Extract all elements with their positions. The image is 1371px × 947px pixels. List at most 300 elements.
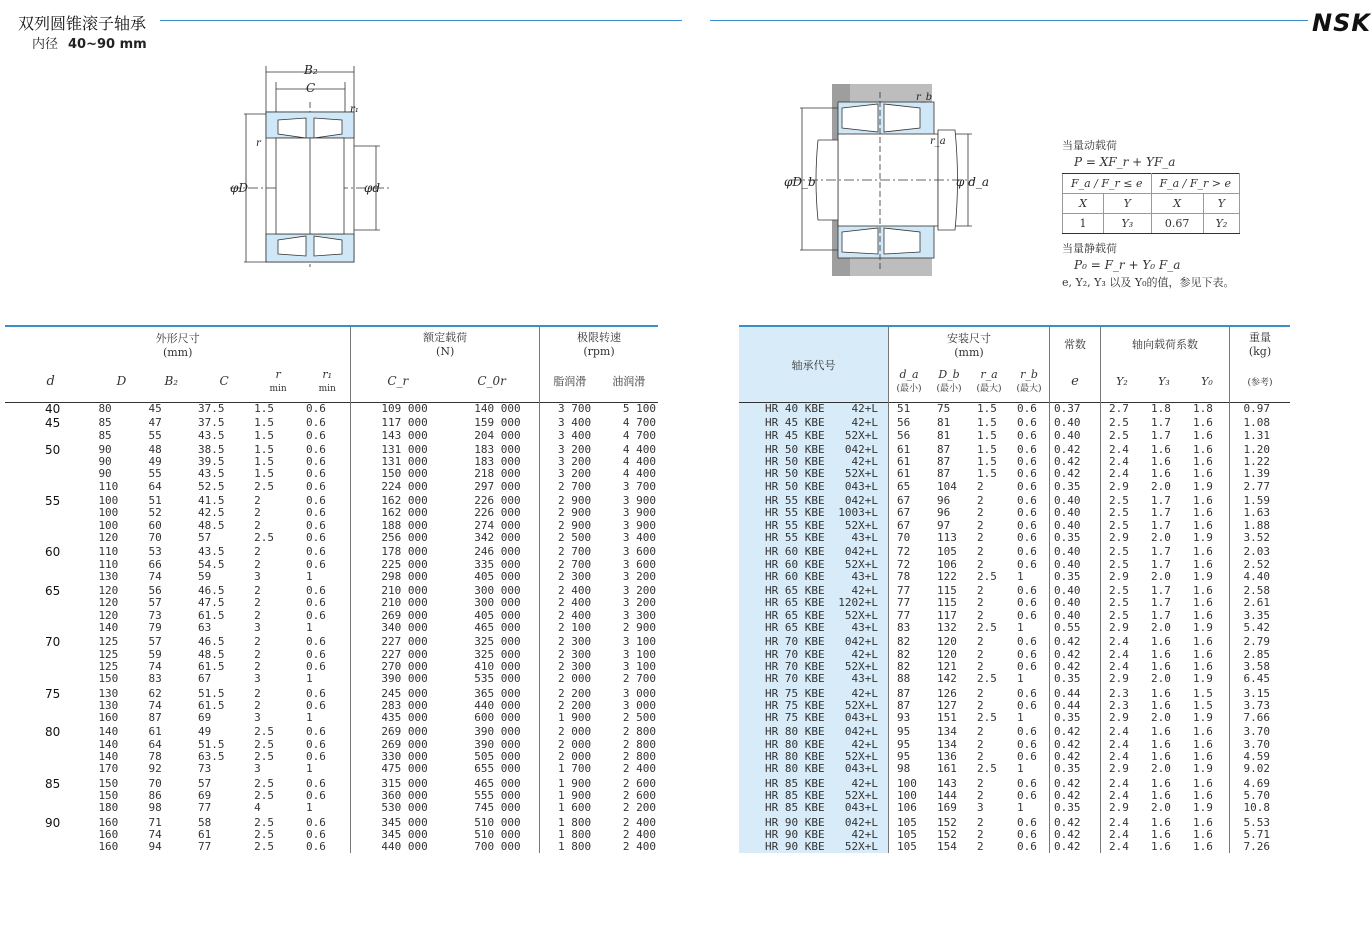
bearing-code-suffix: 52X+L [844,788,878,802]
speed-grease: 2 000 [558,672,592,686]
mount-ra: 2 [977,635,984,649]
label-rb: r_b [916,92,933,103]
speed-grease: 1 800 [558,815,592,829]
chamfer-r1: 0.6 [304,507,351,519]
width-B2: 57 [148,635,162,649]
table-row [739,712,1290,724]
mount-da: 98 [897,762,911,776]
factor-Y3: 1.7 [1151,584,1171,598]
load-Cr: 245 000 [381,686,428,700]
factor-Y3: 1.6 [1151,635,1171,649]
bore-d [5,430,96,442]
col-grease: 脂润滑 [553,375,587,388]
mount-da: 67 [897,518,911,532]
mount-Db: 87 [937,455,951,469]
width-C: 61.5 [198,659,225,673]
factor-Y3: 2.0 [1151,672,1171,686]
mount-rb: 0.6 [1009,688,1050,700]
table-row [5,546,658,558]
factor-Y2: 2.5 [1109,545,1129,559]
bearing-code-series: HR 55 KBE [765,506,825,520]
outer-D: 120 [98,584,119,598]
speed-oil: 3 600 [622,545,656,559]
factor-Y2: 2.5 [1109,596,1129,610]
const-e: 0.42 [1050,739,1101,751]
mount-ra: 2 [977,827,984,841]
table-row [5,532,658,544]
width-B2: 70 [148,530,162,544]
width-B2: 87 [148,711,162,725]
speed-grease: 2 400 [558,608,592,622]
chamfer-r1: 1 [304,571,351,583]
load-C0r: 440 000 [444,700,539,712]
speed-grease: 3 700 [558,402,592,415]
weight: 1.59 [1243,494,1270,508]
load-Cr: 224 000 [381,479,428,493]
dims-group-label: 外形尺寸 [155,332,200,345]
bearing-code [739,673,889,685]
factor-Y0: 1.6 [1185,597,1230,609]
bearing-code-suffix: 042+L [844,635,878,649]
width-B2: 66 [148,557,162,571]
bore-d [5,622,96,634]
factor-Y0: 1.6 [1185,507,1230,519]
bearing-code-series: HR 60 KBE [765,545,825,559]
mount-Db: 106 [937,557,957,571]
const-e: 0.35 [1050,481,1101,493]
width-B2: 71 [148,815,162,829]
load-Cr: 530 000 [381,801,428,815]
mount-Db: 142 [937,672,957,686]
width-C: 57 [198,530,212,544]
width-B2: 52 [148,506,162,520]
mount-rb: 0.6 [1009,444,1050,456]
load-Cr: 162 000 [381,506,428,520]
factor-Y3: 1.7 [1151,596,1171,610]
width-C: 43.5 [198,467,225,481]
outer-D: 85 [98,416,112,430]
const-e: 0.35 [1050,763,1101,775]
outer-D: 140 [98,621,119,635]
factor-Y2: 2.5 [1109,518,1129,532]
const-e: 0.35 [1050,532,1101,544]
dims-group-header [5,326,351,360]
speed-oil: 3 900 [622,518,656,532]
mount-rb: 0.6 [1009,700,1050,712]
weight: 1.22 [1243,455,1270,469]
chamfer-r1: 0.6 [304,649,351,661]
col-rb [1009,360,1050,403]
load-C0r: 342 000 [444,532,539,544]
col-da-label: d_a [899,368,919,381]
outer-D: 125 [98,659,119,673]
col-Y2: Y₂ [1116,374,1128,388]
factor-Y0: 1.6 [1185,520,1230,532]
mount-rb: 1 [1009,673,1050,685]
const-e: 0.40 [1050,507,1101,519]
width-B2: 74 [148,827,162,841]
bearing-code-suffix: 043+L [844,762,878,776]
mount-rb: 0.6 [1009,456,1050,468]
chamfer-r: 2.5 [254,530,274,544]
bearing-code-series: HR 70 KBE [765,647,825,661]
table-row [5,802,658,814]
dimensions-table-body [5,403,658,854]
bore-range-value: 40~90 mm [68,37,147,52]
bearing-code-series: HR 75 KBE [765,686,825,700]
bearing-code-suffix: 42+L [851,776,878,790]
const-e: 0.37 [1050,403,1101,416]
weight: 1.39 [1243,467,1270,481]
load-Cr: 227 000 [381,647,428,661]
y-value-1: Y₃ [1104,214,1151,234]
outer-D: 90 [98,442,112,456]
load-Cr: 269 000 [381,725,428,739]
const-e: 0.42 [1050,726,1101,738]
x-value-1: 1 [1063,214,1104,234]
mount-da: 51 [897,402,911,415]
bore-d [5,649,96,661]
factor-Y2: 2.4 [1109,467,1129,481]
col-Y0: Y₀ [1185,360,1230,403]
speed-grease: 2 000 [558,750,592,764]
outer-D: 110 [98,479,119,493]
chamfer-r: 2.5 [254,840,274,854]
bore-d [5,763,96,775]
speed-oil: 3 900 [622,506,656,520]
width-C: 67 [198,672,212,686]
bearing-code-series: HR 90 KBE [765,815,825,829]
factor-Y3: 1.6 [1151,750,1171,764]
bearing-code-series: HR 85 KBE [765,801,825,815]
const-e: 0.42 [1050,829,1101,841]
load-Cr: 178 000 [381,545,428,559]
chamfer-r1: 0.6 [304,403,351,416]
chamfer-r: 2 [254,494,261,508]
speed-grease: 2 900 [558,518,592,532]
mount-Db: 132 [937,621,957,635]
col-r-label: r [275,368,281,381]
factor-Y0: 1.6 [1185,430,1230,442]
const-e: 0.35 [1050,571,1101,583]
table-row [5,417,658,429]
label-d: φd [364,181,381,195]
mount-rb: 0.6 [1009,817,1050,829]
mount-Db: 154 [937,840,957,854]
factor-Y2: 2.9 [1109,569,1129,583]
outer-D: 130 [98,569,119,583]
outer-D: 125 [98,647,119,661]
const-e: 0.42 [1050,468,1101,480]
width-B2: 56 [148,584,162,598]
chamfer-r: 2.5 [254,827,274,841]
mount-ra: 1.5 [977,467,997,481]
load-C0r: 274 000 [444,520,539,532]
designation-table [739,325,1290,853]
width-C: 37.5 [198,402,225,415]
chamfer-r: 3 [254,711,261,725]
factor-Y3: 1.6 [1151,698,1171,712]
mount-group-header [889,326,1050,360]
load-note: e, Y₂, Y₃ 以及 Y₀的值，参见下表。 [1062,276,1235,289]
load-Cr: 360 000 [381,788,428,802]
load-Cr: 143 000 [381,428,428,442]
bearing-code-series: HR 50 KBE [765,455,825,469]
mount-rb: 0.6 [1009,468,1050,480]
mount-ra: 2 [977,698,984,712]
mount-Db: 120 [937,647,957,661]
width-B2: 74 [148,698,162,712]
speed-oil: 2 800 [622,750,656,764]
chamfer-r1: 0.6 [304,751,351,763]
chamfer-r1: 0.6 [304,688,351,700]
mount-ra: 2 [977,737,984,751]
mount-ra: 2 [977,788,984,802]
outer-D: 150 [98,776,119,790]
speed-oil: 3 900 [622,494,656,508]
speed-grease: 1 700 [558,762,592,776]
weight: 3.70 [1243,725,1270,739]
speed-oil: 3 100 [622,659,656,673]
mount-rb: 1 [1009,802,1050,814]
bearing-code-suffix: 042+L [844,545,878,559]
factor-Y0: 1.8 [1185,403,1230,416]
label-D: φD [230,181,249,195]
mount-ra: 2 [977,776,984,790]
col-Db [929,360,969,403]
load-Cr: 210 000 [381,584,428,598]
bore-d [5,739,96,751]
weight: 9.02 [1243,762,1270,776]
outer-D: 125 [98,635,119,649]
bearing-code-suffix: 52X+L [844,467,878,481]
bore-d: 90 [45,815,61,830]
bearing-code-suffix: 52X+L [844,557,878,571]
chamfer-r: 2 [254,608,261,622]
width-B2: 49 [148,455,162,469]
table-row [739,532,1290,544]
mount-Db: 126 [937,686,957,700]
load-C0r: 218 000 [444,468,539,480]
load-group-header [351,326,540,360]
mount-Db: 134 [937,737,957,751]
table-row [5,763,658,775]
factor-Y0: 1.9 [1185,532,1230,544]
factor-Y0: 1.6 [1185,817,1230,829]
load-Cr: 117 000 [381,416,428,430]
weight: 3.58 [1243,659,1270,673]
width-C: 42.5 [198,506,225,520]
bore-label: 内径 [32,37,59,52]
factor-Y3: 2.0 [1151,711,1171,725]
outer-D: 150 [98,672,119,686]
factor-Y2: 2.5 [1109,608,1129,622]
mount-rb: 0.6 [1009,585,1050,597]
col-r [252,360,304,403]
chamfer-r: 3 [254,672,261,686]
mount-ra: 2 [977,647,984,661]
factor-Y2: 2.9 [1109,762,1129,776]
table-row [5,559,658,571]
bearing-code [739,571,889,583]
chamfer-r1: 0.6 [304,739,351,751]
col-da-sub: (最小) [896,384,922,394]
width-C: 73 [198,762,212,776]
const-e: 0.40 [1050,585,1101,597]
mount-da: 82 [897,647,911,661]
load-Cr: 227 000 [381,635,428,649]
bearing-code-series: HR 75 KBE [765,698,825,712]
factor-Y3: 2.0 [1151,621,1171,635]
factor-Y0: 1.6 [1185,778,1230,790]
mount-rb: 0.6 [1009,546,1050,558]
speed-oil: 2 400 [622,762,656,776]
outer-D: 120 [98,530,119,544]
bearing-code-suffix: 52X+L [844,840,878,854]
load-Cr: 390 000 [381,672,428,686]
load-Cr: 256 000 [381,530,428,544]
factor-Y0: 1.6 [1185,790,1230,802]
mount-Db: 121 [937,659,957,673]
bore-d: 45 [45,416,61,431]
bearing-code-suffix: 42+L [851,416,878,430]
weight: 2.52 [1243,557,1270,571]
mount-da: 78 [897,569,911,583]
factor-Y3: 1.7 [1151,545,1171,559]
width-C: 51.5 [198,737,225,751]
mount-rb: 0.6 [1009,417,1050,429]
bearing-code-series: HR 50 KBE [765,467,825,481]
bore-d [5,829,96,841]
speed-oil: 3 400 [622,530,656,544]
bearing-code-series: HR 90 KBE [765,827,825,841]
nsk-logo: NSK [1312,9,1371,37]
mount-rb: 0.6 [1009,597,1050,609]
table-row [739,763,1290,775]
mount-Db: 152 [937,827,957,841]
bearing-dimension-diagram [220,62,400,272]
bore-d [5,712,96,724]
const-e: 0.42 [1050,636,1101,648]
bore-d [5,790,96,802]
header-rule-left [160,20,682,21]
weight: 1.20 [1243,442,1270,456]
load-C0r: 465 000 [444,622,539,634]
outer-D: 140 [98,737,119,751]
width-C: 46.5 [198,584,225,598]
mount-ra: 2 [977,596,984,610]
width-B2: 48 [148,442,162,456]
factor-Y2: 2.5 [1109,584,1129,598]
chamfer-r: 2 [254,557,261,571]
label-c: C [306,81,316,95]
table-row [5,673,658,685]
weight: 5.70 [1243,788,1270,802]
factor-Y2: 2.4 [1109,840,1129,854]
mount-da: 105 [897,827,917,841]
outer-D: 160 [98,711,119,725]
factor-Y3: 2.0 [1151,801,1171,815]
speed-group-header [540,326,659,360]
table-row [739,673,1290,685]
bearing-code-suffix: 42+L [851,737,878,751]
factor-Y2: 2.4 [1109,750,1129,764]
bearing-code-suffix: 43+L [851,530,878,544]
factor-Y3: 2.0 [1151,530,1171,544]
weight: 0.97 [1243,402,1270,415]
mount-Db: 115 [937,584,957,598]
mount-da: 67 [897,494,911,508]
static-load-title: 当量静载荷 [1062,242,1117,255]
speed-grease: 1 900 [558,776,592,790]
width-C: 54.5 [198,557,225,571]
load-C0r: 246 000 [444,546,539,558]
bearing-code-series: HR 55 KBE [765,494,825,508]
speed-grease: 1 800 [558,827,592,841]
speed-oil: 4 700 [622,416,656,430]
factor-Y3: 1.6 [1151,725,1171,739]
bearing-code-series: HR 65 KBE [765,608,825,622]
speed-grease: 3 200 [558,442,592,456]
factor-Y2: 2.9 [1109,479,1129,493]
mount-ra: 2.5 [977,569,997,583]
factor-Y3: 1.7 [1151,428,1171,442]
load-C0r: 390 000 [444,739,539,751]
x-value-2: 0.67 [1151,214,1203,234]
factor-Y3: 1.7 [1151,557,1171,571]
y-value-2: Y₂ [1203,214,1239,234]
outer-D: 120 [98,596,119,610]
speed-oil: 3 200 [622,596,656,610]
mount-Db: 151 [937,711,957,725]
label-da-right: φ d_a [956,175,990,189]
factor-Y0: 1.6 [1185,636,1230,648]
speed-grease: 2 500 [558,530,592,544]
factor-Y3: 1.6 [1151,455,1171,469]
load-C0r: 465 000 [444,778,539,790]
bearing-code-series: HR 80 KBE [765,762,825,776]
outer-D: 160 [98,827,119,841]
bore-d: 75 [45,686,61,701]
page-title: 双列圆锥滚子轴承 [18,14,147,33]
mount-da: 67 [897,506,911,520]
mount-ra: 2 [977,545,984,559]
bearing-code-suffix: 42+L [851,827,878,841]
speed-grease: 2 000 [558,737,592,751]
width-B2: 73 [148,608,162,622]
mount-da: 77 [897,584,911,598]
outer-D: 140 [98,725,119,739]
bearing-code [739,802,889,814]
chamfer-r: 2 [254,596,261,610]
mount-rb: 1 [1009,712,1050,724]
width-C: 49 [198,725,212,739]
const-e: 0.42 [1050,661,1101,673]
mount-rb: 0.6 [1009,495,1050,507]
weight: 6.45 [1243,672,1270,686]
bearing-code-suffix: 42+L [851,402,878,415]
bearing-code-series: HR 85 KBE [765,788,825,802]
mount-da: 88 [897,672,911,686]
bearing-code-suffix: 52X+L [844,428,878,442]
width-C: 59 [198,569,212,583]
speed-grease: 2 700 [558,479,592,493]
x-header: X [1063,194,1104,214]
factor-Y3: 1.7 [1151,518,1171,532]
const-e: 0.35 [1050,673,1101,685]
load-C0r: 700 000 [444,841,539,853]
factor-Y3: 1.6 [1151,647,1171,661]
